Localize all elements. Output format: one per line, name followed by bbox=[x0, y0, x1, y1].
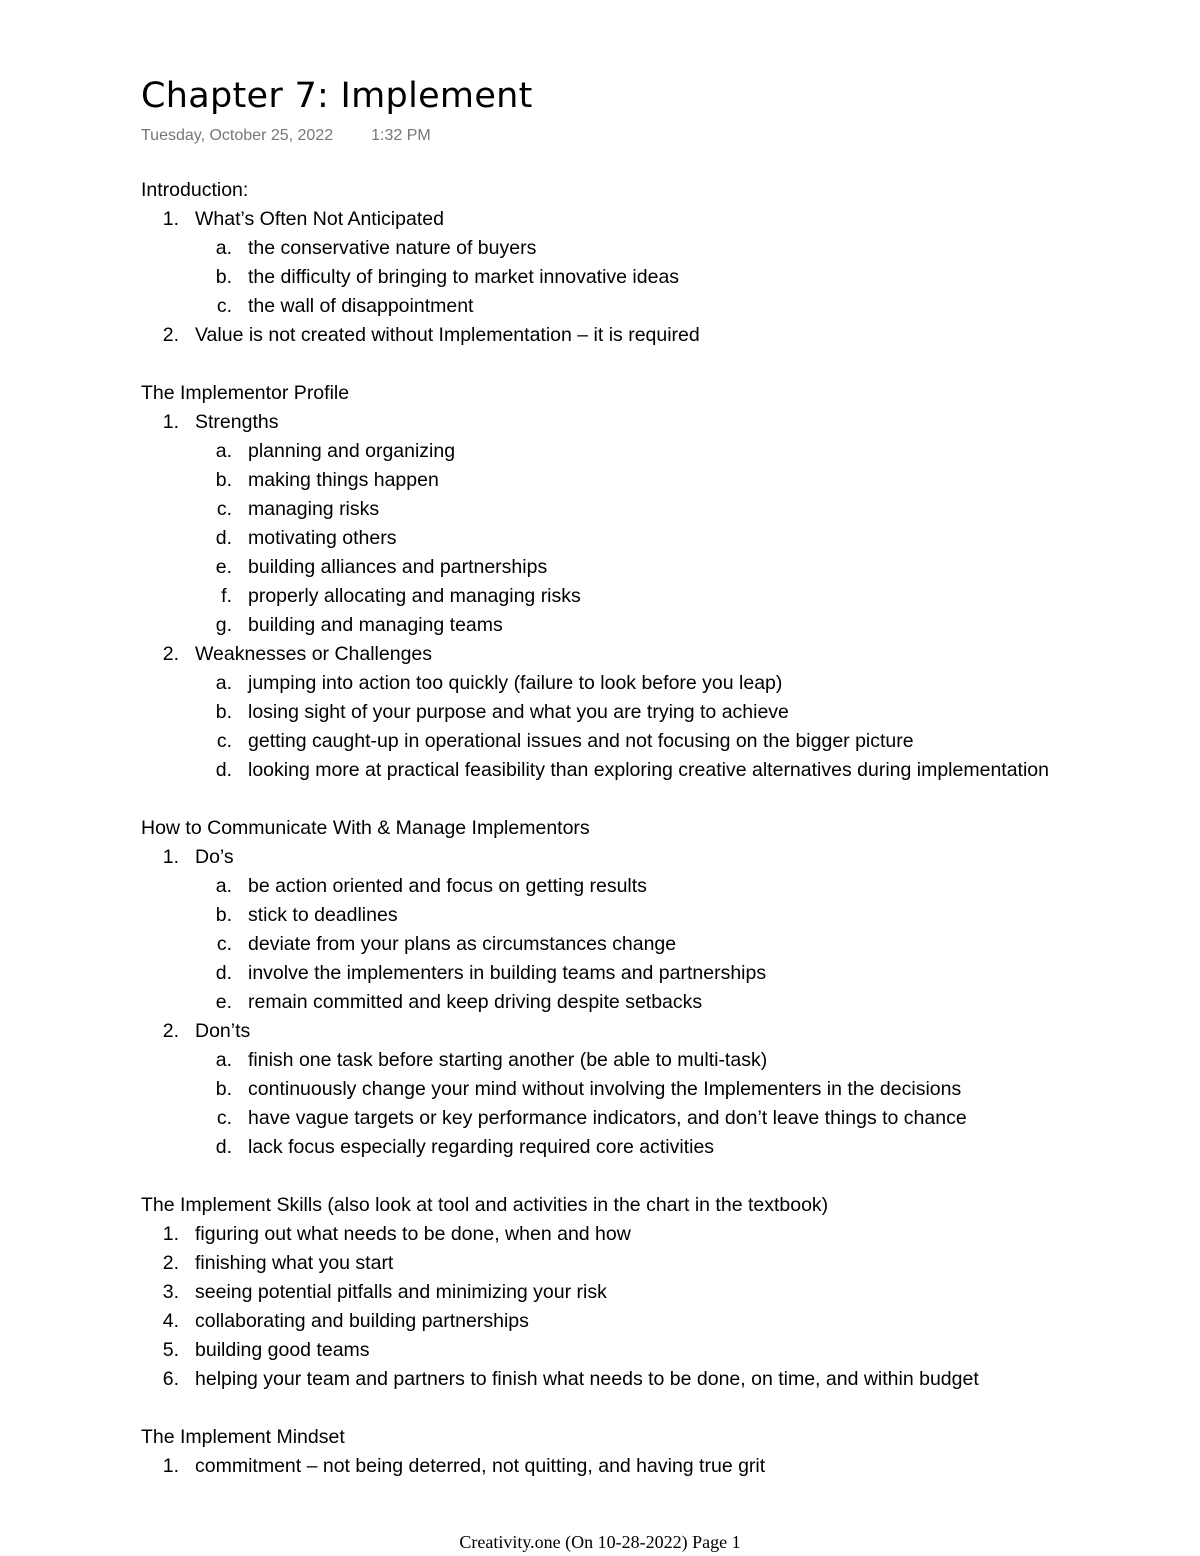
sub-list-item bbox=[141, 988, 1181, 1017]
sub-list-item-text: properly allocating and managing risks bbox=[248, 585, 581, 607]
sub-list-item-letter: a. bbox=[215, 440, 232, 462]
list-item-number: 1. bbox=[162, 1223, 179, 1245]
page-title: Chapter 7: Implement bbox=[141, 76, 533, 116]
list-item-text: commitment – not being deterred, not quitting, and having true grit bbox=[195, 1455, 766, 1477]
list-item-text: seeing potential pitfalls and minimizing your risk bbox=[195, 1281, 607, 1303]
sub-list-item-text: managing risks bbox=[248, 498, 380, 520]
note-date: Tuesday, October 25, 2022 bbox=[141, 127, 334, 144]
list-item bbox=[141, 1307, 1181, 1336]
spacer bbox=[141, 350, 1181, 379]
sub-list-item-letter: c. bbox=[216, 295, 232, 317]
section-heading: Introduction: bbox=[141, 179, 249, 201]
sub-list-item-letter: a. bbox=[215, 1049, 232, 1071]
list-item-text: collaborating and building partnerships bbox=[195, 1310, 529, 1332]
sub-list-item-text: remain committed and keep driving despite setbacks bbox=[248, 991, 703, 1013]
spacer bbox=[141, 785, 1181, 814]
sub-list-item bbox=[141, 524, 1181, 553]
sub-list-item-text: deviate from your plans as circumstances change bbox=[248, 933, 677, 955]
list-item-number: 1. bbox=[162, 411, 179, 433]
list-item bbox=[141, 1278, 1181, 1307]
note-time: 1:32 PM bbox=[371, 127, 431, 144]
sub-list-item-text: the wall of disappointment bbox=[248, 295, 474, 317]
sub-list-item bbox=[141, 466, 1181, 495]
sub-list-item bbox=[141, 437, 1181, 466]
sub-list-item-text: losing sight of your purpose and what you are trying to achieve bbox=[248, 701, 789, 723]
list-item bbox=[141, 205, 1181, 234]
sub-list-item bbox=[141, 495, 1181, 524]
spacer bbox=[141, 1162, 1181, 1191]
sub-list-item-letter: c. bbox=[216, 1107, 232, 1129]
sub-list-item-letter: f. bbox=[221, 585, 232, 607]
section-heading: How to Communicate With & Manage Implementors bbox=[141, 817, 590, 839]
list-item-text: Value is not created without Implementation – it is required bbox=[195, 324, 700, 346]
sub-list-item bbox=[141, 901, 1181, 930]
list-item-text: finishing what you start bbox=[195, 1252, 394, 1274]
sub-list-item-text: finish one task before starting another (be able to multi-task) bbox=[248, 1049, 768, 1071]
sub-list-item-letter: a. bbox=[215, 672, 232, 694]
list-item-number: 2. bbox=[162, 1252, 179, 1274]
sub-list-item-text: building alliances and partnerships bbox=[248, 556, 548, 578]
sub-list-item bbox=[141, 930, 1181, 959]
sub-list-item bbox=[141, 1075, 1181, 1104]
sub-list-item-letter: b. bbox=[215, 701, 232, 723]
spacer bbox=[141, 1394, 1181, 1423]
list-item bbox=[141, 1017, 1181, 1046]
note-meta bbox=[141, 127, 431, 145]
sub-list-item-text: be action oriented and focus on getting results bbox=[248, 875, 647, 897]
sub-list-item-letter: d. bbox=[215, 962, 232, 984]
sub-list-item bbox=[141, 234, 1181, 263]
section-heading: The Implementor Profile bbox=[141, 382, 350, 404]
sub-list-item bbox=[141, 669, 1181, 698]
sub-list-item-text: the conservative nature of buyers bbox=[248, 237, 537, 259]
sub-list-item-letter: c. bbox=[216, 933, 232, 955]
list-item-text: Strengths bbox=[195, 411, 279, 433]
list-item bbox=[141, 1365, 1181, 1394]
sub-list-item bbox=[141, 582, 1181, 611]
sub-list-item-text: continuously change your mind without involving the Implementers in the decisions bbox=[248, 1078, 962, 1100]
sub-list-item-letter: b. bbox=[215, 469, 232, 491]
list-item-text: helping your team and partners to finish what needs to be done, on time, and within budget bbox=[195, 1368, 979, 1390]
sub-list-item-text: making things happen bbox=[248, 469, 439, 491]
sub-list-item-text: planning and organizing bbox=[248, 440, 456, 462]
sub-list-item-letter: d. bbox=[215, 527, 232, 549]
sub-list-item-letter: e. bbox=[215, 991, 232, 1013]
list-item bbox=[141, 1452, 1181, 1481]
list-item-number: 1. bbox=[162, 1455, 179, 1477]
sub-list-item-letter: b. bbox=[215, 904, 232, 926]
section-heading: The Implement Mindset bbox=[141, 1426, 345, 1448]
sub-list-item bbox=[141, 959, 1181, 988]
list-item bbox=[141, 1249, 1181, 1278]
note-body bbox=[141, 176, 1181, 1481]
sub-list-item bbox=[141, 292, 1181, 321]
sub-list-item-letter: a. bbox=[215, 875, 232, 897]
sub-list-item-text: the difficulty of bringing to market innovative ideas bbox=[248, 266, 680, 288]
sub-list-item-letter: d. bbox=[215, 759, 232, 781]
list-item bbox=[141, 1336, 1181, 1365]
sub-list-item-letter: a. bbox=[215, 237, 232, 259]
section-heading: The Implement Skills (also look at tool and activities in the chart in the textbook) bbox=[141, 1194, 829, 1216]
list-item-text: Weaknesses or Challenges bbox=[195, 643, 433, 665]
sub-list-item-letter: d. bbox=[215, 1136, 232, 1158]
sub-list-item bbox=[141, 698, 1181, 727]
list-item bbox=[141, 1220, 1181, 1249]
sub-list-item-letter: c. bbox=[216, 730, 232, 752]
sub-list-item-text: looking more at practical feasibility than exploring creative alternatives during implementation bbox=[248, 759, 1049, 781]
sub-list-item-letter: b. bbox=[215, 1078, 232, 1100]
sub-list-item-text: getting caught-up in operational issues and not focusing on the bigger picture bbox=[248, 730, 914, 752]
list-item-number: 1. bbox=[162, 208, 179, 230]
list-item-text: What’s Often Not Anticipated bbox=[195, 208, 444, 230]
sub-list-item-text: involve the implementers in building teams and partnerships bbox=[248, 962, 767, 984]
sub-list-item bbox=[141, 727, 1181, 756]
list-item-number: 5. bbox=[162, 1339, 179, 1361]
sub-list-item-letter: c. bbox=[216, 498, 232, 520]
list-item-text: Do’s bbox=[195, 846, 234, 868]
sub-list-item-text: have vague targets or key performance indicators, and don’t leave things to chance bbox=[248, 1107, 967, 1129]
sub-list-item bbox=[141, 872, 1181, 901]
list-item-number: 2. bbox=[162, 643, 179, 665]
sub-list-item bbox=[141, 1104, 1181, 1133]
page-footer: Creativity.one (On 10-28-2022) Page 1 bbox=[459, 1532, 741, 1552]
list-item bbox=[141, 408, 1181, 437]
sub-list-item-letter: g. bbox=[215, 614, 232, 636]
sub-list-item-text: jumping into action too quickly (failure to look before you leap) bbox=[248, 672, 783, 694]
list-item-number: 1. bbox=[162, 846, 179, 868]
list-item bbox=[141, 843, 1181, 872]
sub-list-item bbox=[141, 553, 1181, 582]
sub-list-item-letter: e. bbox=[215, 556, 232, 578]
sub-list-item-text: building and managing teams bbox=[248, 614, 503, 636]
sub-list-item bbox=[141, 756, 1181, 785]
sub-list-item bbox=[141, 263, 1181, 292]
sub-list-item bbox=[141, 1046, 1181, 1075]
sub-list-item bbox=[141, 611, 1181, 640]
list-item-number: 2. bbox=[162, 1020, 179, 1042]
sub-list-item bbox=[141, 1133, 1181, 1162]
list-item bbox=[141, 321, 1181, 350]
sub-list-item-text: motivating others bbox=[248, 527, 397, 549]
list-item-text: Don’ts bbox=[195, 1020, 251, 1042]
list-item-number: 2. bbox=[162, 324, 179, 346]
list-item-number: 4. bbox=[162, 1310, 179, 1332]
list-item-text: figuring out what needs to be done, when and how bbox=[195, 1223, 631, 1245]
list-item bbox=[141, 640, 1181, 669]
list-item-number: 6. bbox=[162, 1368, 179, 1390]
sub-list-item-text: stick to deadlines bbox=[248, 904, 398, 926]
list-item-text: building good teams bbox=[195, 1339, 370, 1361]
list-item-number: 3. bbox=[162, 1281, 179, 1303]
sub-list-item-text: lack focus especially regarding required core activities bbox=[248, 1136, 715, 1158]
sub-list-item-letter: b. bbox=[215, 266, 232, 288]
